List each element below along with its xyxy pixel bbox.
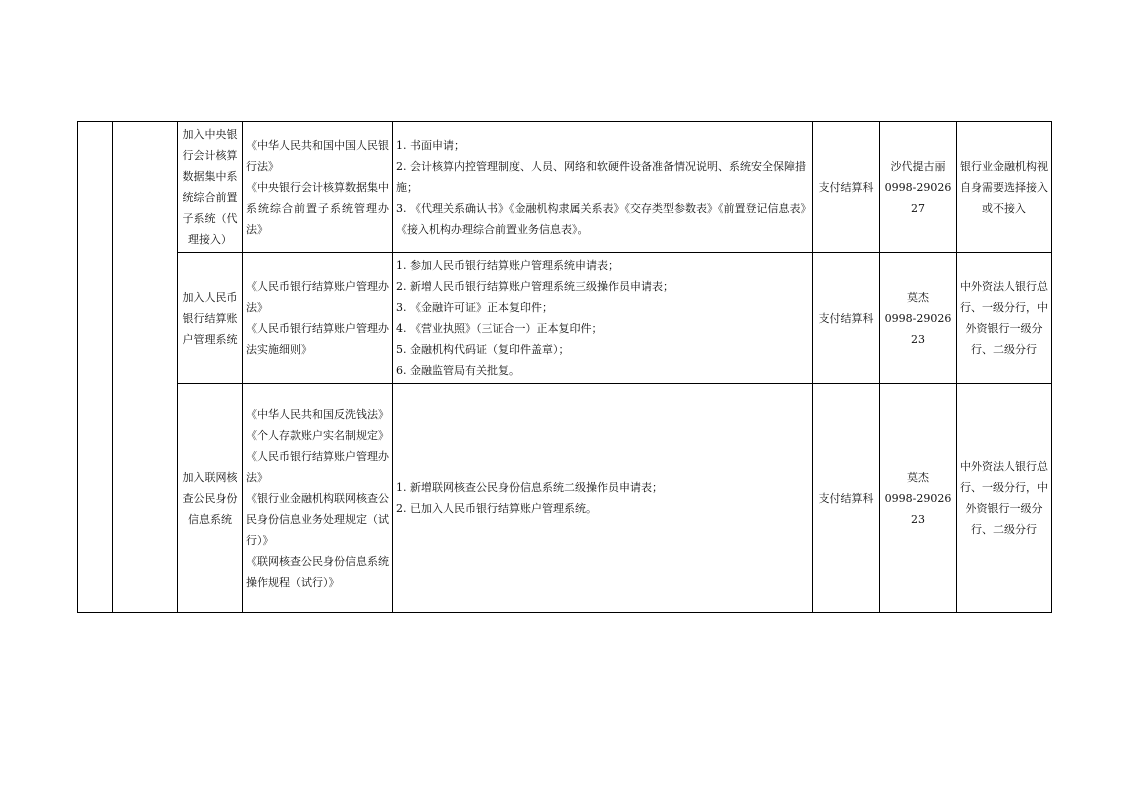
department-cell: 支付结算科 [813, 122, 880, 253]
contact-cell [880, 122, 957, 253]
table-row [78, 253, 1052, 384]
legal-basis-item: 《人民币银行结算账户管理办法》 [246, 449, 389, 484]
legal-basis-cell [243, 122, 393, 253]
legal-basis-item: 《人民币银行结算账户管理办法》 [246, 280, 389, 314]
service-table [77, 121, 1052, 613]
sequence-cell [78, 122, 113, 613]
scope-cell: 中外资法人银行总行、一级分行，中外资银行一级分行、二级分行 [957, 253, 1052, 384]
table-row [78, 122, 1052, 253]
materials-cell [393, 122, 813, 253]
contact-name: 沙代提古丽 [890, 159, 946, 173]
contact-phone: 0998-2902623 [884, 491, 952, 526]
material-item: 2. 已加入人民币银行结算账户管理系统。 [396, 502, 597, 515]
legal-basis-item: 《中华人民共和国中国人民银行法》 [246, 138, 389, 173]
contact-cell [880, 253, 957, 384]
legal-basis-item: 《中央银行会计核算数据集中系统综合前置子系统管理办法》 [246, 180, 389, 236]
scope-cell: 中外资法人银行总行、一级分行，中外资银行一级分行、二级分行 [957, 384, 1052, 613]
material-item: 3. 《金融许可证》正本复印件； [396, 301, 553, 314]
material-item: 1. 书面申请； [396, 138, 465, 152]
materials-cell [393, 384, 813, 613]
contact-name: 莫杰 [907, 290, 929, 304]
legal-basis-item: 《人民币银行结算账户管理办法实施细则》 [246, 322, 389, 356]
material-item: 4. 《营业执照》（三证合一）正本复印件； [396, 322, 603, 335]
department-cell: 支付结算科 [813, 253, 880, 384]
item-name-cell: 加入人民币银行结算账户管理系统 [178, 253, 243, 384]
legal-basis-cell [243, 384, 393, 613]
material-item: 2. 新增人民币银行结算账户管理系统三级操作员申请表； [396, 280, 674, 293]
material-item: 5. 金融机构代码证（复印件盖章）； [396, 343, 570, 356]
legal-basis-cell [243, 253, 393, 384]
legal-basis-item: 《联网核查公民身份信息系统操作规程（试行）》 [246, 554, 389, 589]
item-name-cell: 加入中央银行会计核算数据集中系统综合前置子系统（代理接入） [178, 122, 243, 253]
legal-basis-item: 《中华人民共和国反洗钱法》 [246, 407, 389, 421]
materials-cell [393, 253, 813, 384]
scope-cell: 银行业金融机构视自身需要选择接入或不接入 [957, 122, 1052, 253]
department-cell: 支付结算科 [813, 384, 880, 613]
table-row [78, 384, 1052, 613]
material-item: 6. 金融监管局有关批复。 [396, 364, 520, 377]
material-item: 1. 新增联网核查公民身份信息系统二级操作员申请表； [396, 481, 663, 494]
material-item: 2. 会计核算内控管理制度、人员、网络和软硬件设备准备情况说明、系统安全保障措施； [396, 159, 806, 194]
contact-name: 莫杰 [907, 470, 929, 484]
material-item: 3. 《代理关系确认书》《金融机构隶属关系表》《交存类型参数表》《前置登记信息表》《接入机构办理综合前置业务信息表》。 [396, 201, 806, 236]
legal-basis-item: 《银行业金融机构联网核查公民身份信息业务处理规定（试行）》 [246, 491, 389, 547]
material-item: 1. 参加人民币银行结算账户管理系统申请表； [396, 259, 619, 272]
item-name-cell: 加入联网核查公民身份信息系统 [178, 384, 243, 613]
contact-phone: 0998-2902627 [884, 180, 952, 215]
legal-basis-item: 《个人存款账户实名制规定》 [246, 428, 389, 442]
category-cell [113, 122, 178, 613]
contact-cell [880, 384, 957, 613]
contact-phone: 0998-2902623 [884, 311, 952, 346]
